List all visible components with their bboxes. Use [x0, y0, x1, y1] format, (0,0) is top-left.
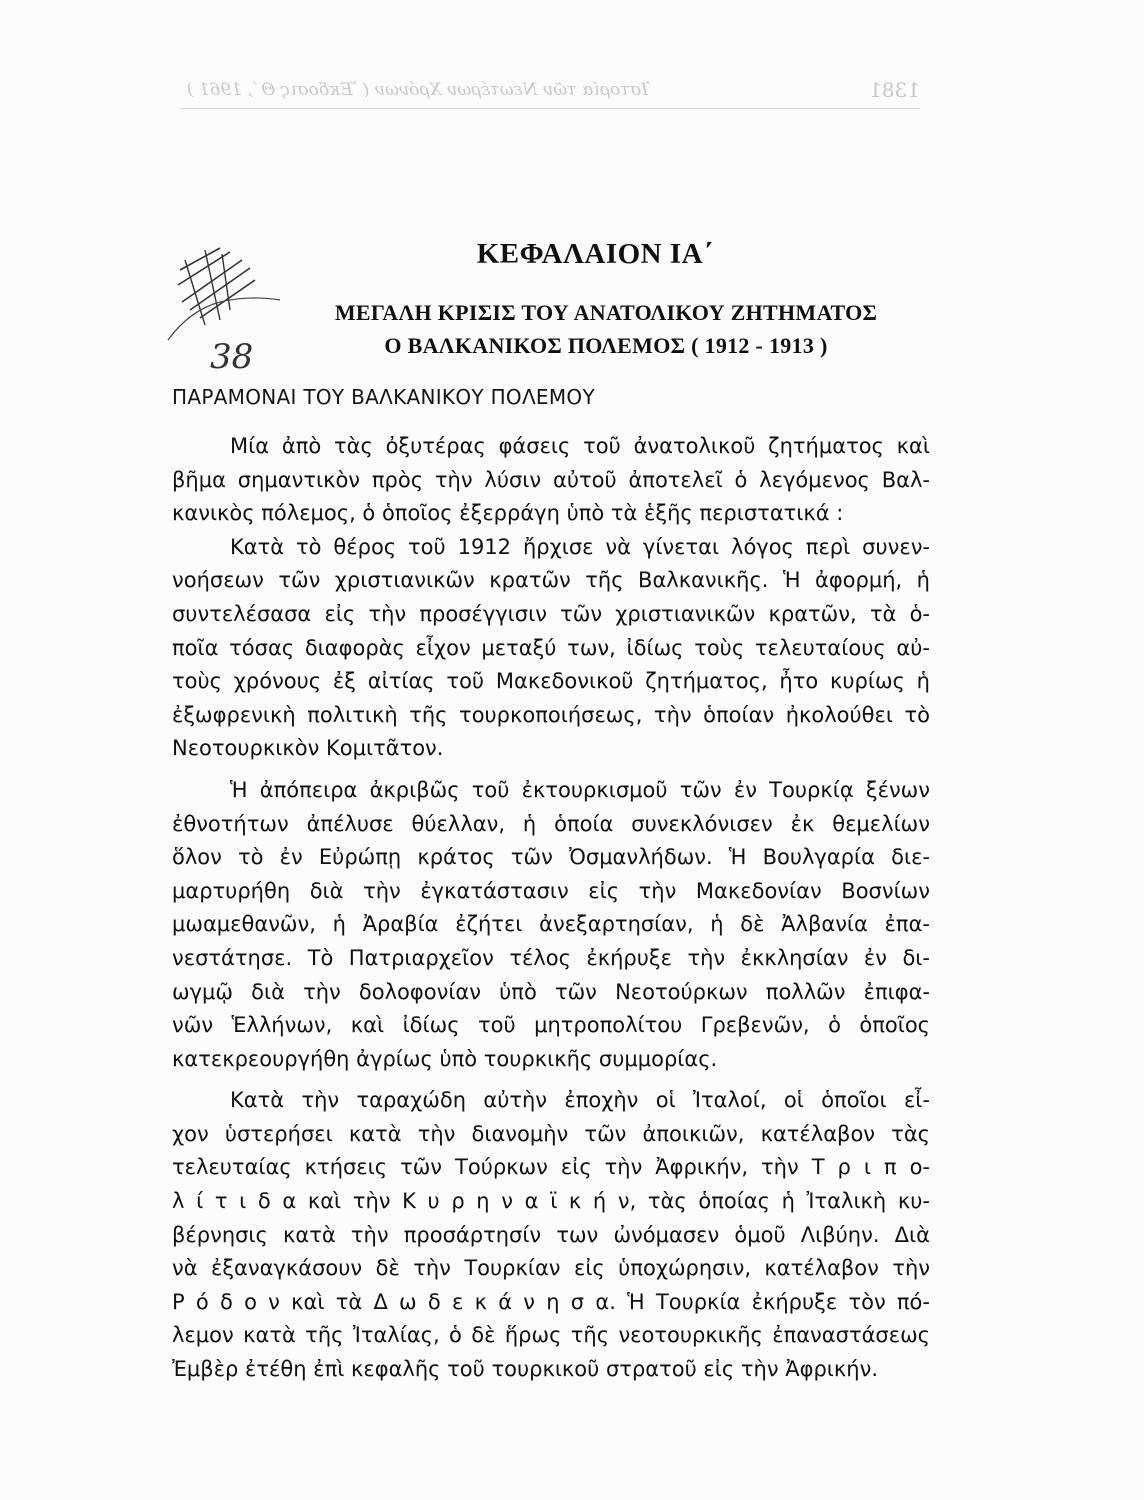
text-line: Νεοτουρκικὸν Κομιτᾶτον. — [172, 736, 444, 761]
show-through-running-title: Ἱστορία τῶν Νεωτέρων Χρόνων ( Ἔκδοσις Θ΄, 1961 ) — [186, 80, 650, 100]
text-line: συντελέσασα εἰς τὴν προσέγγισιν τῶν χριστιανικῶν κρατῶν, τὰ ὁ- — [172, 601, 930, 626]
text-line: Μία ἀπὸ τὰς ὀξυτέρας φάσεις τοῦ ἀνατολικοῦ ζητήματος καὶ — [230, 434, 930, 458]
text-line: μαρτυρήθη διὰ τὴν ἐγκατάστασιν εἰς τὴν Μακεδονίαν Βοσνίων — [172, 878, 930, 903]
text-line: ὅλον τὸ ἐν Εὐρώπῃ κράτος τῶν Ὀσμανλήδων. Ἡ Βουλγαρία διε- — [172, 845, 930, 870]
section-title: ΠΑΡΑΜΟΝΑΙ ΤΟΥ ΒΑΛΚΑΝΙΚΟΥ ΠΟΛΕΜΟΥ — [172, 385, 595, 409]
text-line: Ρ ό δ ο ν καὶ τὰ Δ ω δ ε κ ά ν η σ α. Ἡ Τουρκία ἐκήρυξε τὸν πό- — [172, 1289, 930, 1314]
text-line: βέρνησις κατὰ τὴν προσάρτησίν των ὠνόμασεν ὁμοῦ Λιβύην. Διὰ — [172, 1222, 930, 1247]
text-line: μωαμεθανῶν, ἡ Ἀραβία ἐζήτει ἀνεξαρτησίαν, ἡ δὲ Ἀλβανία ἐπα- — [172, 912, 930, 937]
text-line: νὰ ἐξαναγκάσουν δὲ τὴν Τουρκίαν εἰς ὑποχώρησιν, κατέλαβον τὴν — [172, 1256, 930, 1281]
text-line: τοὺς χρόνους ἐξ αἰτίας τοῦ Μακεδονικοῦ ζητήματος, ἦτο κυρίως ἡ — [172, 669, 930, 694]
body-text — [172, 430, 930, 1387]
text-line: ἐξωφρενικὴ πολιτικὴ τῆς τουρκοποιήσεως, τὴν ὁποίαν ἠκολούθει τὸ — [172, 702, 930, 727]
text-line: νοήσεων τῶν χριστιανικῶν κρατῶν τῆς Βαλκανικῆς. Ἡ ἀφορμή, ἡ — [172, 568, 930, 593]
text-line: νεστάτησε. Τὸ Πατριαρχεῖον τέλος ἐκήρυξε τὴν ἐκκλησίαν ἐν δι- — [172, 945, 930, 970]
handwritten-number: 38 — [210, 337, 254, 377]
chapter-heading-line-2: Ο ΒΑΛΚΑΝΙΚΟΣ ΠΟΛΕΜΟΣ ( 1912 - 1913 ) — [384, 333, 828, 358]
show-through-page-number: 1381 — [869, 78, 920, 102]
text-line: λεμον κατὰ τῆς Ἰταλίας, ὁ δὲ ἥρως τῆς νεοτουρκικῆς ἐπαναστάσεως — [172, 1323, 930, 1348]
text-line: νῶν Ἑλλήνων, καὶ ἰδίως τοῦ μητροπολίτου Γρεβενῶν, ὁ ὁποῖος — [172, 1013, 930, 1038]
text-line: λ ί τ ι δ α καὶ τὴν Κ υ ρ η ν α ϊ κ ή ν, τὰς ὁποίας ἡ Ἰταλικὴ κυ- — [172, 1189, 930, 1214]
text-line: κανικὸς πόλεμος, ὁ ὁποῖος ἐξερράγη ὑπὸ τὰ ἑξῆς περιστατικά : — [172, 501, 844, 526]
show-through-rule — [180, 108, 920, 109]
text-line: Κατὰ τὸ θέρος τοῦ 1912 ἤρχισε νὰ γίνεται λόγος περὶ συνεν- — [230, 534, 930, 559]
text-line: Ἡ ἀπόπειρα ἀκριβῶς τοῦ ἐκτουρκισμοῦ τῶν ἐν Τουρκίᾳ ξένων — [230, 777, 930, 802]
text-line: ωγμῷ διὰ τὴν δολοφονίαν ὑπὸ τῶν Νεοτούρκων πολλῶν ἐπιφα- — [172, 979, 930, 1004]
text-line: κατεκρεουργήθη ἀγρίως ὑπὸ τουρκικῆς συμμορίας. — [172, 1046, 718, 1071]
text-line: Κατὰ τὴν ταραχώδη αὐτὴν ἐποχὴν οἱ Ἰταλοί, οἱ ὁποῖοι εἶ- — [230, 1088, 930, 1113]
chapter-title: ΚΕΦΑΛΑΙΟΝ ΙΑ΄ — [476, 238, 714, 270]
chapter-heading-line-1: ΜΕΓΑΛΗ ΚΡΙΣΙΣ ΤΟΥ ΑΝΑΤΟΛΙΚΟΥ ΖΗΤΗΜΑΤΟΣ — [334, 300, 878, 325]
text-line: ἐθνοτήτων ἀπέλυσε θύελλαν, ἡ ὁποία συνεκλόνισεν ἐκ θεμελίων — [172, 811, 930, 836]
text-line: Ἐμβὲρ ἐτέθη ἐπὶ κεφαλῆς τοῦ τουρκικοῦ στρατοῦ εἰς τὴν Ἀφρικήν. — [172, 1357, 878, 1382]
text-line: βῆμα σημαντικὸν πρὸς τὴν λύσιν αὐτοῦ ἀποτελεῖ ὁ λεγόμενος Βαλ- — [172, 467, 930, 492]
text-line: χον ὑστερήσει κατὰ τὴν διανομὴν τῶν ἀποικιῶν, κατέλαβον τὰς — [172, 1121, 930, 1146]
text-line: τελευταίας κτήσεις τῶν Τούρκων εἰς τὴν Ἀφρικήν, τὴν Τ ρ ι π ο- — [172, 1155, 930, 1180]
text-line: ποῖα τόσας διαφορὰς εἶχον μεταξύ των, ἰδίως τοὺς τελευταίους αὐ- — [172, 635, 930, 660]
